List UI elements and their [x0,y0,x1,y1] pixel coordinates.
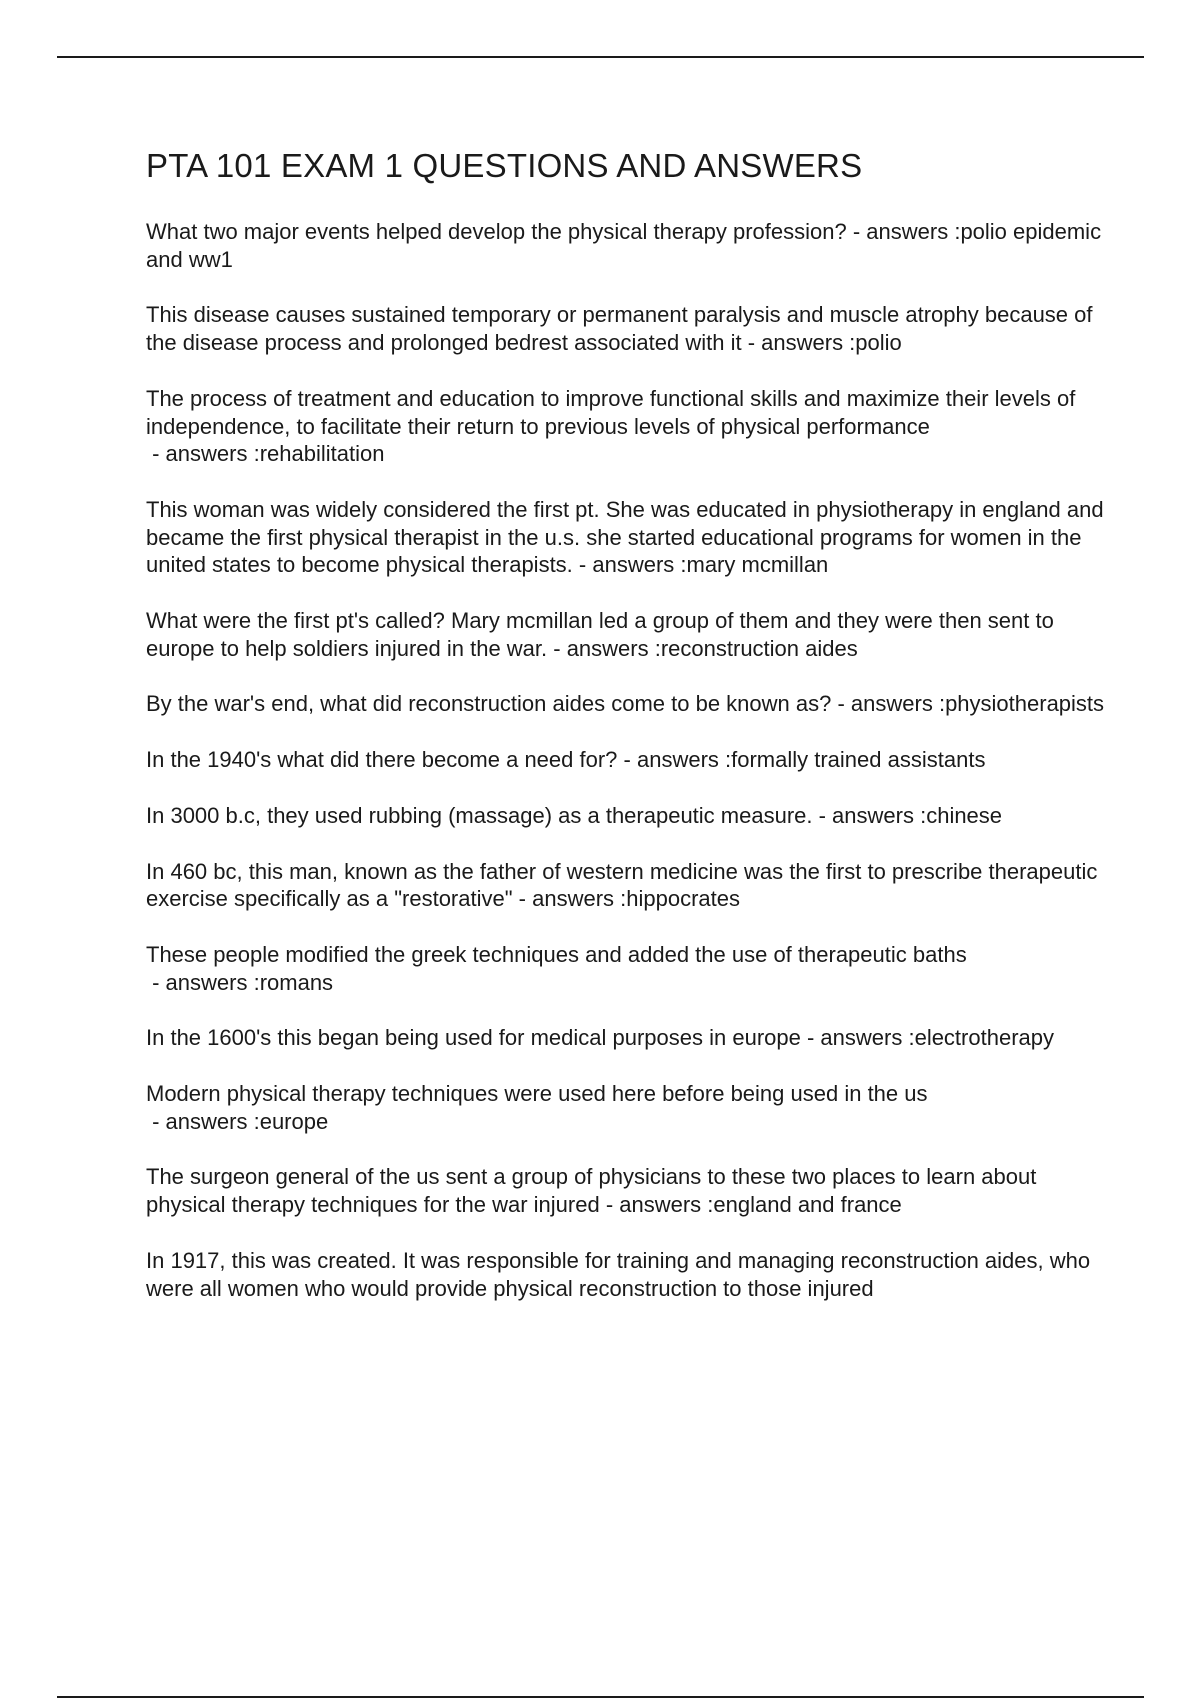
question-text: What were the first pt's called? Mary mcmillan led a group of them and they were then sent to europe to help soldiers injured in the war. [146,608,1054,661]
answer-separator: - answers : [146,969,260,995]
question-text: In 460 bc, this man, known as the father of western medicine was the first to prescribe therapeutic exercise specifically as a "restorative" [146,858,1098,912]
question-text: The process of treatment and education to improve functional skills and maximize their levels of independence, to facilitate their return to previous levels of physical performance [146,385,1076,439]
answer-text: polio epidemic and ww1 [146,219,1102,272]
answer-text: polio [855,330,902,356]
answer-text: romans [259,969,334,995]
qa-item [146,1247,1106,1302]
question-text: These people modified the greek techniques and added the use of therapeutic baths [146,941,967,967]
answer-text: mary mcmillan [686,552,829,578]
qa-item [146,385,1106,468]
question-text: In the 1940's what did there become a need for? [146,747,618,773]
bottom-rule [57,1696,1144,1698]
qa-item [146,607,1106,662]
answer-separator: - answers : [547,635,661,661]
document-body [146,142,1106,1330]
question-text: The surgeon general of the us sent a group of physicians to these two places to learn about physical therapy techniques for the war injured [146,1164,1037,1218]
answer-text: reconstruction aides [660,635,858,661]
answer-text: chinese [926,802,1003,828]
answer-text: europe [259,1108,329,1134]
qa-item [146,858,1106,913]
answer-text: physiotherapists [945,691,1105,717]
answer-separator: - answers : [617,747,732,773]
answer-separator: - answers : [512,886,627,912]
qa-item [146,690,1106,718]
qa-item [146,1080,1106,1135]
answer-separator: - answers : [800,1025,915,1051]
question-text: In the 1600's this began being used for medical purposes in europe [146,1025,801,1051]
question-text: In 1917, this was created. It was responsible for training and managing reconstruction aides, who were all women who would provide physical reconstruction to those injured [146,1247,1091,1301]
qa-item [146,218,1106,273]
question-text: What two major events helped develop the physical therapy profession? [146,219,847,244]
qa-item [146,746,1106,774]
answer-separator: - answers : [831,691,946,717]
page-title: PTA 101 EXAM 1 QUESTIONS AND ANSWERS [146,147,863,184]
answer-text: england and france [713,1192,902,1218]
answer-text: rehabilitation [259,441,385,467]
question-text: Modern physical therapy techniques were used here before being used in the us [146,1081,928,1107]
qa-item [146,1024,1106,1052]
answer-text: hippocrates [626,886,740,912]
answer-separator: - answers : [599,1192,714,1218]
answer-separator: - answers : [812,802,927,828]
answer-separator: - answers : [846,219,961,244]
qa-item [146,301,1106,356]
answer-separator: - answers : [146,1108,260,1134]
qa-item [146,496,1106,579]
answer-text: formally trained assistants [731,747,986,773]
answer-separator: - answers : [572,552,687,578]
answer-text: electrotherapy [914,1025,1054,1051]
qa-item [146,802,1106,830]
question-text: This woman was widely considered the first pt. She was educated in physiotherapy in england and became the first physical therapist in the u.s. she started educational programs for women in the united states to become physical therapists. [146,496,1104,578]
qa-item [146,1163,1106,1218]
answer-separator: - answers : [146,441,260,467]
question-text: In 3000 b.c, they used rubbing (massage) as a therapeutic measure. [146,802,813,828]
question-text: This disease causes sustained temporary or permanent paralysis and muscle atrophy because of the disease process and prolonged bedrest associated with it [146,302,1093,356]
question-text: By the war's end, what did reconstruction aides come to be known as? [146,691,832,717]
qa-list [146,218,1106,1302]
answer-separator: - answers : [741,330,856,356]
qa-item [146,941,1106,996]
top-rule [57,56,1144,58]
